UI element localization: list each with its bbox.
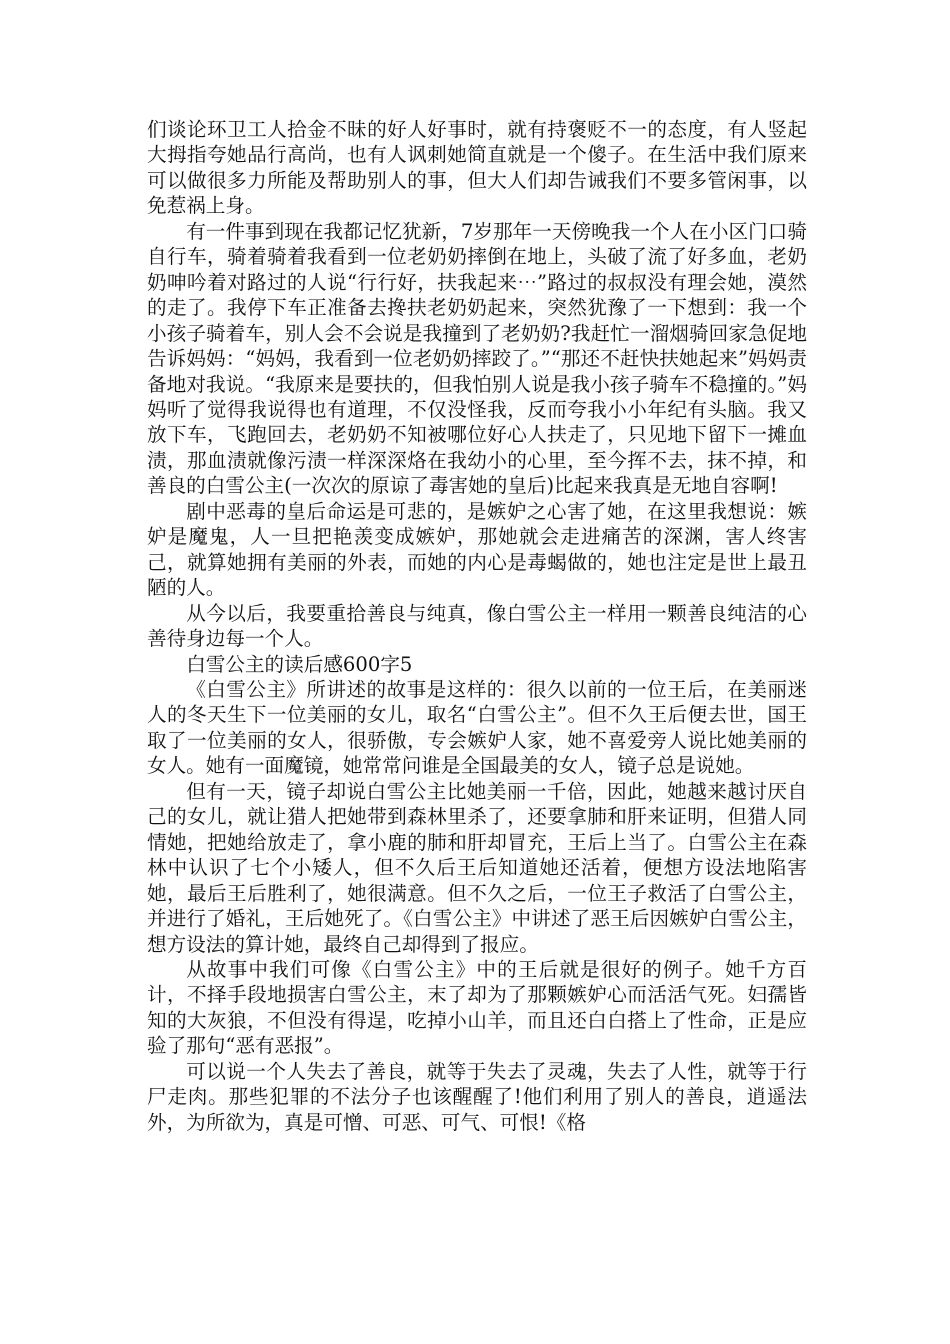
paragraph-4: 从今以后，我要重拾善良与纯真，像白雪公主一样用一颗善良纯洁的心善待身边每一个人。 <box>147 601 807 651</box>
paragraph-1: 们谈论环卫工人拾金不昧的好人好事时，就有持褒贬不一的态度，有人竖起大拇指夸她品行高尚，也有人讽刺她简直就是一个傻子。在生活中我们原来可以做很多力所能及帮助别人的事，但大人们却告诫我们不要多管闲事，以免惹祸上身。 <box>147 118 807 218</box>
section-heading: 白雪公主的读后感600字5 <box>186 652 413 676</box>
document-body <box>147 117 807 1135</box>
paragraph-5: 《白雪公主》所讲述的故事是这样的：很久以前的一位王后，在美丽迷人的冬天生下一位美丽的女儿，取名“白雪公主”。但不久王后便去世，国王取了一位美丽的女人，很骄傲，专会嫉妒人家，她不喜爱旁人说比她美丽的女人。她有一面魔镜，她常常问谁是全国最美的女人，镜子总是说她。 <box>147 677 807 778</box>
paragraph-8: 可以说一个人失去了善良，就等于失去了灵魂，失去了人性，就等于行尸走肉。那些犯罪的不法分子也该醒醒了!他们利用了别人的善良，逍遥法外，为所欲为，真是可憎、可恶、可气、可恨!《格 <box>147 1059 807 1134</box>
paragraph-2: 有一件事到现在我都记忆犹新，7岁那年一天傍晚我一个人在小区门口骑自行车，骑着骑着我看到一位老奶奶摔倒在地上，头破了流了好多血，老奶奶呻吟着对路过的人说“行行好，扶我起来⋯”路过的叔叔没有理会她，漠然的走了。我停下车正准备去搀扶老奶奶起来，突然犹豫了一下想到：我一个小孩子骑着车，别人会不会说是我撞到了老奶奶?我赶忙一溜烟骑回家急促地告诉妈妈：“妈妈，我看到一位老奶奶摔跤了。”“那还不赶快扶她起来”妈妈责备地对我说。“我原来是要扶的，但我怕别人说是我小孩子骑车不稳撞的。”妈妈听了觉得我说得也有道理，不仅没怪我，反而夸我小小年纪有头脑。我又放下车，飞跑回去，老奶奶不知被哪位好心人扶走了，只见地下留下一摊血渍，那血渍就像污渍一样深深烙在我幼小的心里，至今挥不去，抹不掉，和善良的白雪公主(一次次的原谅了毒害她的皇后)比起来我真是无地自容啊! <box>147 219 807 498</box>
paragraph-6: 但有一天，镜子却说白雪公主比她美丽一千倍，因此，她越来越讨厌自己的女儿，就让猎人把她带到森林里杀了，还要拿肺和肝来证明，但猎人同情她，把她给放走了，拿小鹿的肺和肝却冒充，王后上当了。白雪公主在森林中认识了七个小矮人，但不久后王后知道她还活着，便想方设法地陷害她，最后王后胜利了，她很满意。但不久之后，一位王子救活了白雪公主，并进行了婚礼，王后她死了。《白雪公主》中讲述了恶王后因嫉妒白雪公主，想方设法的算计她，最终自己却得到了报应。 <box>147 779 807 956</box>
paragraph-3: 剧中恶毒的皇后命运是可悲的，是嫉妒之心害了她，在这里我想说：嫉妒是魔鬼，人一旦把艳羡变成嫉妒，那她就会走进痛苦的深渊，害人终害己，就算她拥有美丽的外表，而她的内心是毒蝎做的，她也注定是世上最丑陋的人。 <box>147 499 807 600</box>
paragraph-7: 从故事中我们可像《白雪公主》中的王后就是很好的例子。她千方百计，不择手段地损害白雪公主，末了却为了那颗嫉妒心而活活气死。妇孺皆知的大灰狼，不但没有得逞，吃掉小山羊，而且还白白搭上了性命，正是应验了那句“恶有恶报”。 <box>147 957 807 1058</box>
